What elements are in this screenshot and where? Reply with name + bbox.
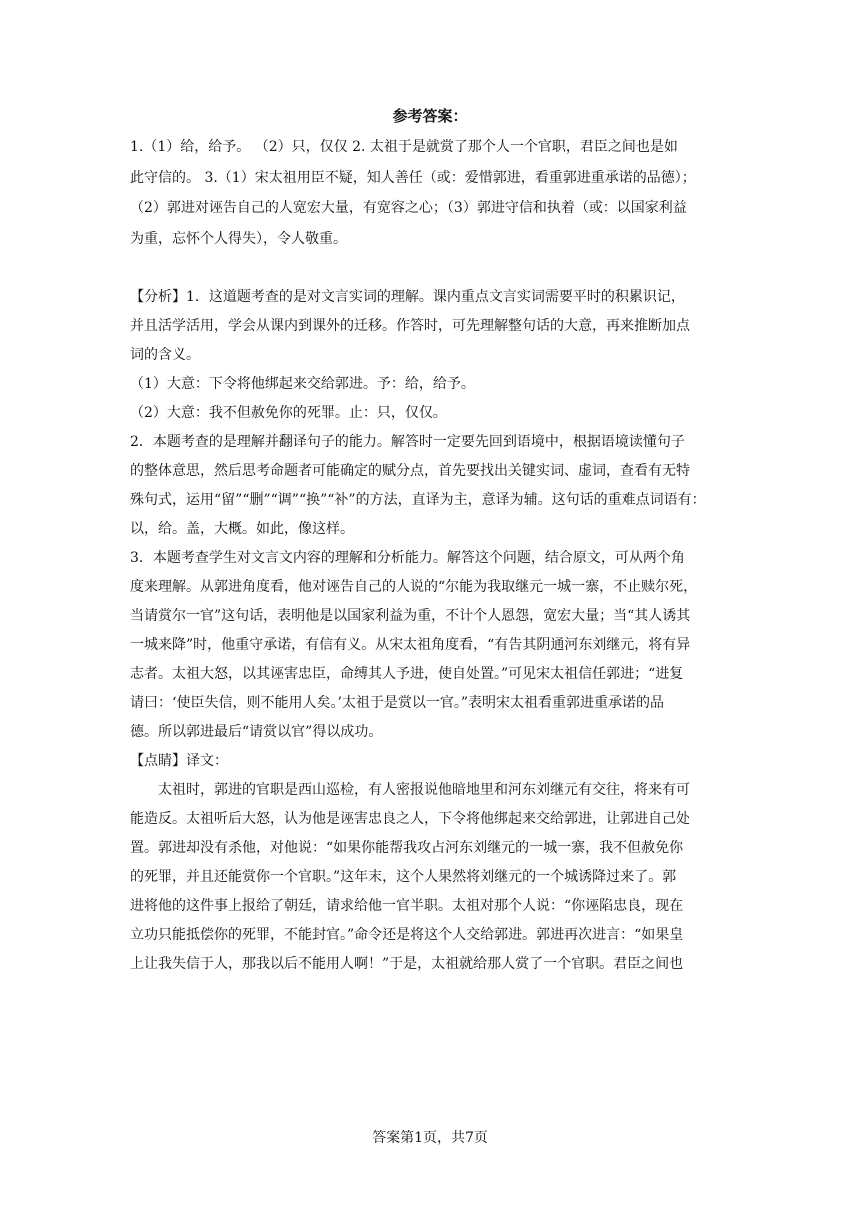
analysis-line: 并且活学活用，学会从课内到课外的迁移。作答时，可先理解整句话的大意，再来推断加点 [130,318,690,334]
translation-line: 的死罪，并且还能赏你一个官职。”这年末，这个人果然将刘继元的一个城诱降过来了。郭 [130,869,677,885]
answer-line: 此守信的。 3.（1）宋太祖用臣不疑，知人善任（或：爱惜郭进，看重郭进重承诺的品德）； [130,169,696,186]
spacer [130,254,730,283]
translation-line: 上让我失信于人，那我以后不能用人啊！”于是，太祖就给那人赏了一个官职。君臣之间也 [130,956,684,972]
comment-label-text: 【点睛】译文： [130,753,228,769]
analysis-1-sub-2 [130,399,730,428]
analysis-line: 当请赏尔一官”这句话，表明他是以国家利益为重，不计个人恩怨，宽宏大量；当“其人诱其 [130,608,691,624]
translation-line: 能造反。太祖听后大怒，认为他是诬害忠良之人，下令将他绑起来交给郭进，让郭进自己处 [130,811,690,827]
analysis-line: 【分析】1．这道题考查的是对文言实词的理解。课内重点文言实词需要平时的积累识记， [130,289,685,305]
analysis-2 [130,428,730,544]
translation-line: 进将他的这件事上报给了朝廷，请求给他一官半职。太祖对那个人说：“你诬陷忠良，现在 [130,898,684,914]
analysis-3 [130,544,730,747]
answer-block [130,132,730,254]
answer-line: 1.（1）给，给予。 （2）只，仅仅 2. 太祖于是就赏了那个人一个官职，君臣之间也是如 [130,139,678,155]
answer-line: 为重，忘怀个人得失），令人敬重。 [130,230,347,247]
answer-line: （2）郭进对诬告自己的人宽宏大量，有宽容之心；（3）郭进守信和执着（或：以国家利益 [130,200,687,216]
analysis-line: 殊句式，运用“留”“删”“调”“换”“补”的方法，直译为主，意译为辅。这句话的重难点词语有： [130,492,706,508]
analysis-line: 3．本题考查学生对文言文内容的理解和分析能力。解答这个问题，结合原文，可从两个角 [130,550,685,566]
analysis-line: （1）大意：下令将他绑起来交给郭进。予：给，给予。 [130,376,475,392]
analysis-1-sub-1 [130,370,730,399]
analysis-line: 志者。太祖大怒，以其诬害忠臣，命缚其人予进，使自处置。”可见宋太祖信任郭进；“进复 [130,666,684,682]
analysis-line: （2）大意：我不但赦免你的死罪。止：只，仅仅。 [130,405,447,421]
analysis-line: 2．本题考查的是理解并翻译句子的能力。解答时一定要先回到语境中，根据语境读懂句子 [130,434,685,450]
analysis-line: 一城来降”时，他重守承诺，有信有义。从宋太祖角度看，“有告其阴通河东刘继元，将有异 [130,637,691,653]
analysis-line: 以，给。盖，大概。如此，像这样。 [130,521,354,537]
translation-block [130,776,730,979]
analysis-line: 度来理解。从郭进角度看，他对诬告自己的人说的“尔能为我取继元一城一寨，不止赎尔死， [130,579,698,595]
analysis-line: 的整体意思，然后思考命题者可能确定的赋分点，首先要找出关键实词、虚词，查看有无特 [130,463,690,479]
analysis-line: 德。所以郭进最后“请赏以官”得以成功。 [130,724,383,740]
page-footer: 答案第1页，共7页 [372,1130,488,1146]
translation-line: 置。郭进却没有杀他，对他说：“如果你能帮我攻占河东刘继元的一城一寨，我不但赦免你 [130,840,684,856]
translation-line: 立功只能抵偿你的死罪，不能封官。”命令还是将这个人交给郭进。郭进再次进言：“如果皇 [130,927,684,943]
comment-label [130,747,730,776]
analysis-line: 请曰：‘使臣失信，则不能用人矣。’太祖于是赏以一官。”表明宋太祖看重郭进重承诺的品 [130,695,665,711]
translation-line: 太祖时，郭进的官职是西山巡检，有人密报说他暗地里和河东刘继元有交往，将来有可 [158,782,690,798]
page-title: 参考答案： [392,107,468,125]
analysis-line: 词的含义。 [130,347,200,363]
analysis-1 [130,283,730,370]
document-content [130,100,730,979]
